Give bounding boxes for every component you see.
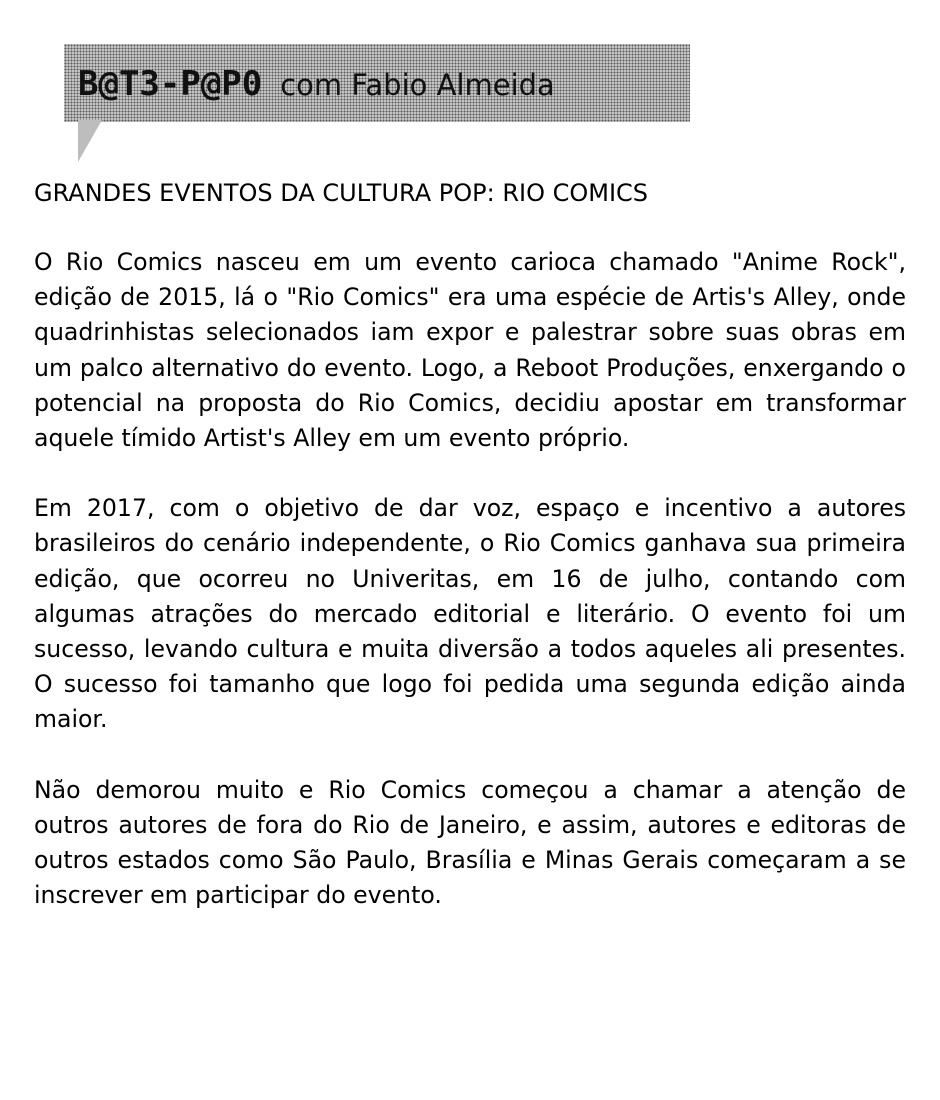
banner-text (78, 64, 555, 104)
speech-bubble-tail (78, 120, 102, 162)
banner-title: B@T3-P@P0 (78, 64, 263, 104)
banner-subtitle: com Fabio Almeida (280, 68, 555, 102)
article-paragraph: Em 2017, com o objetivo de dar voz, espaço e incentivo a autores brasileiros do cenário independente, o Rio Comics ganhava sua primeira edição, que ocorreu no Univeritas, em 16 de julho, contando com algumas atrações do mercado editorial e literário. O evento foi um sucesso, levando cultura e muita diversão a todos aqueles ali presentes. O sucesso foi tamanho que logo foi pedida uma segunda edição ainda maior. (34, 494, 906, 734)
article-title: GRANDES EVENTOS DA CULTURA POP: RIO COMICS (34, 179, 649, 207)
article-paragraph: O Rio Comics nasceu em um evento carioca chamado "Anime Rock", edição de 2015, lá o "Rio Comics" era uma espécie de Artis's Alley, onde quadrinhistas selecionados iam expor e palestrar sobre suas obras em um palco alternativo do evento. Logo, a Reboot Produções, enxergando o potencial na proposta do Rio Comics, decidiu apostar em transformar aquele tímido Artist's Alley em um evento próprio. (34, 248, 906, 453)
column-banner (64, 44, 690, 122)
article-paragraph: Não demorou muito e Rio Comics começou a chamar a atenção de outros autores de fora do Rio de Janeiro, e assim, autores e editoras de outros estados como São Paulo, Brasília e Minas Gerais começaram a se inscrever em participar do evento. (34, 775, 906, 910)
article (34, 176, 906, 948)
